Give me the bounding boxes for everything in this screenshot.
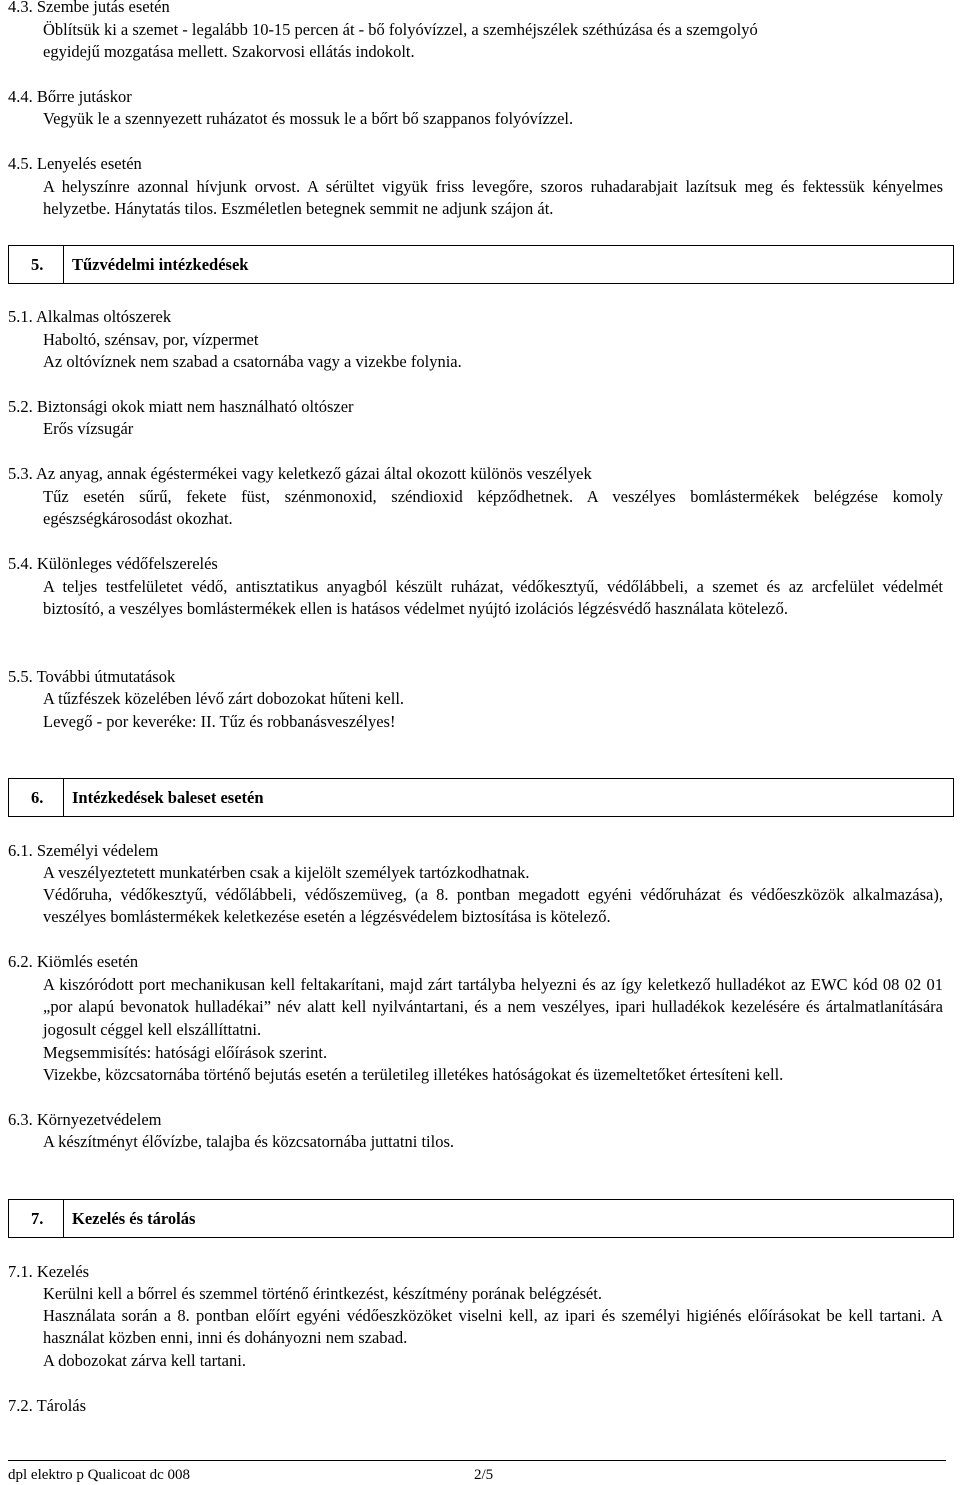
text-6-3-line1: A készítményt élővízbe, talajba és közcsatornába juttatni tilos. bbox=[43, 1132, 455, 1151]
header-divider bbox=[63, 779, 64, 816]
text-5-1-line1: Haboltó, szénsav, por, vízpermet bbox=[43, 330, 259, 349]
text-6-1-para: Védőruha, védőkesztyű, védőlábbeli, védőszemüveg, (a 8. pontban megadott egyéni védőruházat és védőeszközök alkalmazása), veszélyes bomlástermékek keletkezése esetén a légzésvédelem biztosítása is kötelező. bbox=[43, 885, 943, 927]
section-6-number: 6. bbox=[31, 788, 44, 807]
header-divider bbox=[63, 1200, 64, 1237]
heading-7-2: 7.2. Tárolás bbox=[8, 1396, 87, 1415]
heading-7-1: 7.1. Kezelés bbox=[8, 1262, 90, 1281]
text-4-5-para: A helyszínre azonnal hívjunk orvost. A sérültet vigyük friss levegőre, szoros ruhadarabjait lazítsuk meg és fektessük kényelmes helyzetbe. Hánytatás tilos. Eszméletlen betegnek semmit ne adjunk szájon át. bbox=[43, 177, 943, 219]
text-7-1-line2: A dobozokat zárva kell tartani. bbox=[43, 1351, 246, 1370]
text-5-4-para: A teljes testfelületet védő, antisztatikus anyagból készült ruházat, védőkesztyű, védőlábbeli, a szemet és az arcfelület védelmét biztosító, a veszélyes bomlástermékek ellen is hatásos védelmet nyújtó izolációs légzésvédő használata kötelező. bbox=[43, 577, 943, 619]
heading-5-3: 5.3. Az anyag, annak égéstermékei vagy keletkező gázai által okozott különös veszélyek bbox=[8, 464, 592, 483]
text-6-1-line1: A veszélyeztetett munkatérben csak a kijelölt személyek tartózkodhatnak. bbox=[43, 863, 530, 882]
section-7-header bbox=[8, 1199, 954, 1238]
section-6-title: Intézkedések baleset esetén bbox=[72, 788, 264, 807]
text-6-2-line1: Megsemmisítés: hatósági előírások szerint. bbox=[43, 1043, 328, 1062]
heading-6-2: 6.2. Kiömlés esetén bbox=[8, 952, 139, 971]
text-7-1-para: Használata során a 8. pontban előírt egyéni védőeszközöket viselni kell, az ipari és személyi higiénés előírásokat be kell tartani. A használat közben enni, inni és dohányozni nem szabad. bbox=[43, 1306, 943, 1348]
footer-document-id: dpl elektro p Qualicoat dc 008 bbox=[8, 1467, 191, 1483]
text-7-1-line1: Kerülni kell a bőrrel és szemmel történő érintkezést, készítmény porának belégzését. bbox=[43, 1284, 602, 1303]
section-7-number: 7. bbox=[31, 1209, 44, 1228]
footer-rule bbox=[8, 1460, 946, 1461]
text-5-2-line1: Erős vízsugár bbox=[43, 419, 134, 438]
text-4-3-line1: Öblítsük ki a szemet - legalább 10-15 percen át - bő folyóvízzel, a szemhéjszélek széthúzása és a szemgolyó bbox=[43, 20, 758, 39]
footer-page-number: 2/5 bbox=[474, 1467, 494, 1483]
section-7-title: Kezelés és tárolás bbox=[72, 1209, 196, 1228]
heading-6-1: 6.1. Személyi védelem bbox=[8, 841, 159, 860]
heading-4-4: 4.4. Bőrre jutáskor bbox=[8, 87, 132, 106]
heading-4-5: 4.5. Lenyelés esetén bbox=[8, 154, 142, 173]
text-4-4-line1: Vegyük le a szennyezett ruházatot és mossuk le a bőrt bő szappanos folyóvízzel. bbox=[43, 109, 574, 128]
heading-5-5: 5.5. További útmutatások bbox=[8, 667, 176, 686]
heading-5-1: 5.1. Alkalmas oltószerek bbox=[8, 307, 172, 326]
section-5-title: Tűzvédelmi intézkedések bbox=[72, 255, 249, 274]
header-divider bbox=[63, 246, 64, 283]
heading-4-3: 4.3. Szembe jutás esetén bbox=[8, 0, 170, 16]
text-5-1-line2: Az oltóvíznek nem szabad a csatornába vagy a vizekbe folynia. bbox=[43, 352, 462, 371]
heading-6-3: 6.3. Környezetvédelem bbox=[8, 1110, 162, 1129]
section-6-header bbox=[8, 778, 954, 817]
heading-5-4: 5.4. Különleges védőfelszerelés bbox=[8, 554, 218, 573]
text-5-5-line1: A tűzfészek közelében lévő zárt dobozokat hűteni kell. bbox=[43, 689, 405, 708]
text-6-2-para: A kiszóródott port mechanikusan kell feltakarítani, majd zárt tartályba helyezni és az így keletkező hulladékot az EWC kód 08 02 01 „por alapú bevonatok hulladékai” név alatt kell nyilvántartani, és a nem veszélyes, ipari hulladékok kezelésére és ártalmatlanítására jogosult céggel kell elszállíttatni. bbox=[43, 975, 943, 1039]
text-6-2-line2: Vizekbe, közcsatornába történő bejutás esetén a területileg illetékes hatóságokat és üzemeltetőket értesíteni kell. bbox=[43, 1065, 784, 1084]
heading-5-2: 5.2. Biztonsági okok miatt nem használható oltószer bbox=[8, 397, 354, 416]
section-5-number: 5. bbox=[31, 255, 44, 274]
text-5-3-para: Tűz esetén sűrű, fekete füst, szénmonoxid, széndioxid képződhetnek. A veszélyes bomlástermékek belégzése komoly egészségkárosodást okozhat. bbox=[43, 487, 943, 529]
text-4-3-line2: egyidejű mozgatása mellett. Szakorvosi ellátás indokolt. bbox=[43, 42, 415, 61]
section-5-header bbox=[8, 245, 954, 284]
text-5-5-line2: Levegő - por keveréke: II. Tűz és robbanásveszélyes! bbox=[43, 712, 396, 731]
